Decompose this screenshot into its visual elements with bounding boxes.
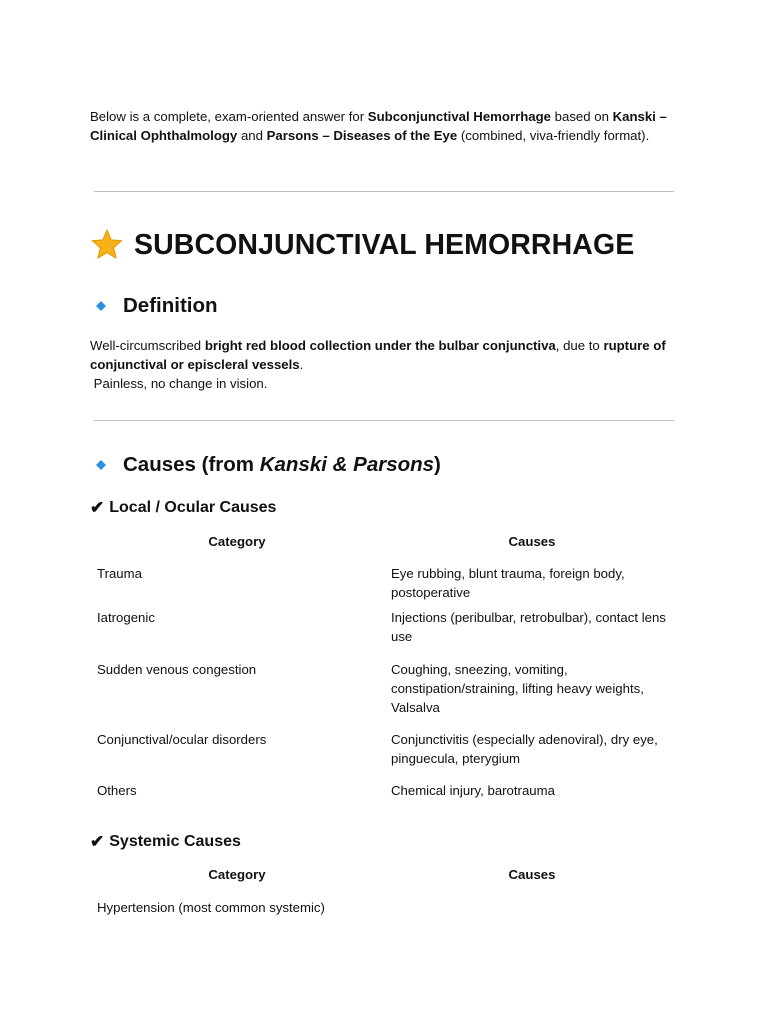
definition-text: Well-circumscribed	[90, 338, 205, 353]
causes-heading	[96, 453, 441, 477]
blue-diamond-icon	[96, 460, 106, 470]
causes-cell: Chemical injury, barotrauma	[391, 783, 555, 798]
definition-heading-text: Definition	[123, 294, 218, 317]
table-header-row	[90, 858, 680, 890]
causes-cell: Injections (peribulbar, retrobulbar), contact lens use	[391, 610, 666, 644]
intro-text: (combined, viva-friendly format).	[457, 128, 650, 143]
table-row	[90, 660, 680, 730]
divider	[94, 420, 674, 421]
definition-heading	[96, 294, 218, 318]
category-cell: Trauma	[97, 566, 142, 581]
check-mark-icon: ✔	[90, 832, 105, 851]
local-causes-heading-text: Local / Ocular Causes	[109, 499, 277, 516]
column-header-causes: Causes	[508, 533, 556, 549]
intro-source-kanski: Kanski – Clinical Ophthalmology	[90, 109, 667, 143]
causes-cell: Coughing, sneezing, vomiting, constipation/straining, lifting heavy weights, Valsalva	[391, 662, 644, 715]
blue-diamond-icon	[96, 301, 106, 311]
page-title	[90, 228, 634, 262]
table-header-row	[90, 525, 680, 557]
table-row	[90, 730, 680, 781]
definition-note: Painless, no change in vision.	[93, 376, 268, 391]
check-mark-icon: ✔	[90, 498, 105, 517]
table-row	[90, 781, 680, 811]
table-row	[90, 608, 680, 660]
intro-text: based on	[551, 109, 613, 124]
causes-cell: Eye rubbing, blunt trauma, foreign body, postoperative	[391, 566, 625, 600]
intro-topic: Subconjunctival Hemorrhage	[367, 109, 551, 124]
column-header-category: Category	[208, 533, 266, 549]
category-cell: Conjunctival/ocular disorders	[97, 732, 267, 747]
intro-text: Below is a complete, exam-oriented answer for	[90, 109, 368, 124]
systemic-causes-table	[90, 858, 680, 920]
causes-cell	[384, 890, 680, 920]
local-causes-table	[90, 525, 680, 811]
table-row	[90, 557, 680, 608]
star-icon	[90, 228, 124, 262]
column-header-category: Category	[208, 866, 266, 882]
category-cell: Others	[97, 783, 137, 798]
category-cell: Iatrogenic	[97, 610, 155, 625]
definition-paragraph	[90, 336, 680, 393]
intro-text: and	[237, 128, 267, 143]
causes-cell: Conjunctivitis (especially adenoviral), dry eye, pinguecula, pterygium	[391, 732, 658, 766]
intro-source-parsons: Parsons – Diseases of the Eye	[266, 128, 458, 143]
definition-text: .	[299, 357, 304, 372]
definition-text: , due to	[555, 338, 604, 353]
intro-paragraph	[90, 107, 680, 145]
systemic-causes-heading-text: Systemic Causes	[109, 833, 241, 850]
page-title-text: SUBCONJUNCTIVAL HEMORRHAGE	[134, 228, 635, 261]
category-cell: Hypertension (most common systemic)	[97, 900, 325, 915]
local-causes-heading	[90, 498, 276, 518]
causes-heading-text: Causes (from Kanski & Parsons)	[123, 453, 441, 476]
systemic-causes-heading	[90, 832, 241, 852]
column-header-causes: Causes	[508, 866, 556, 882]
definition-highlight: rupture of conjunctival or episcleral vessels	[90, 338, 666, 372]
category-cell: Sudden venous congestion	[97, 662, 257, 677]
definition-highlight: bright red blood collection under the bulbar conjunctiva	[204, 338, 556, 353]
table-row	[90, 890, 680, 920]
divider	[94, 191, 674, 192]
